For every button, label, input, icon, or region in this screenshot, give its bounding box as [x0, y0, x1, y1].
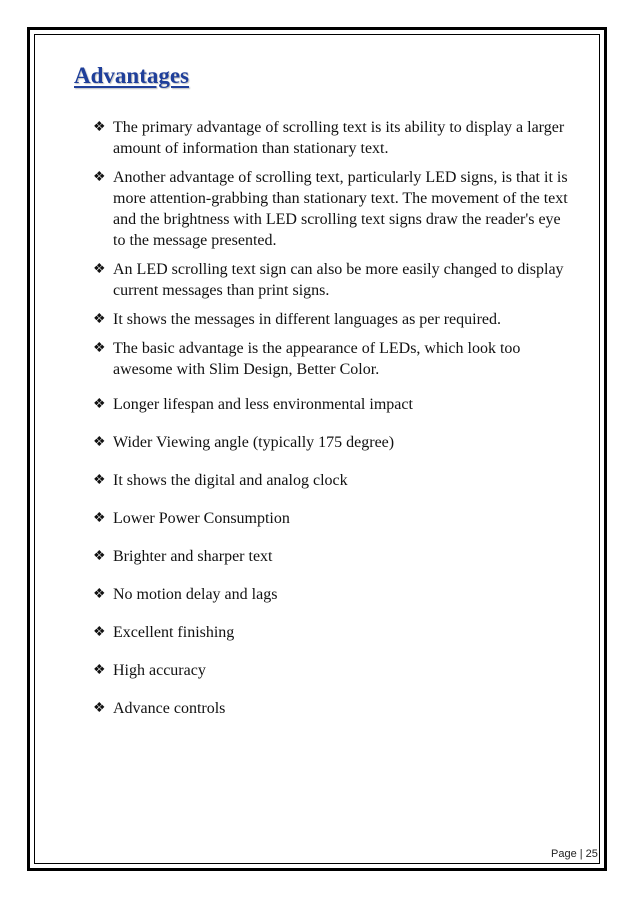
list-item	[93, 338, 568, 380]
list-item	[93, 546, 568, 567]
diamond-bullet-icon: ❖	[93, 511, 106, 526]
diamond-bullet-icon: ❖	[93, 312, 106, 327]
list-item	[93, 259, 568, 301]
list-item-text: An LED scrolling text sign can also be more easily changed to display current messages than print signs.	[113, 261, 564, 299]
diamond-bullet-icon: ❖	[93, 341, 106, 356]
diamond-bullet-icon: ❖	[93, 549, 106, 564]
list-item-text: It shows the messages in different languages as per required.	[113, 311, 502, 328]
list-item-text: Another advantage of scrolling text, particularly LED signs, is that it is more attention-grabbing than stationary text. The movement of the text and the brightness with LED scrolling text signs draw the reader's eye to the message presented.	[113, 169, 568, 249]
list-item	[93, 394, 568, 415]
list-item	[93, 470, 568, 491]
list-item	[93, 622, 568, 643]
list-item	[93, 117, 568, 159]
list-item	[93, 698, 568, 719]
diamond-bullet-icon: ❖	[93, 625, 106, 640]
diamond-bullet-icon: ❖	[93, 435, 106, 450]
list-item	[93, 508, 568, 529]
list-item-text: Lower Power Consumption	[113, 510, 290, 527]
list-item	[93, 432, 568, 453]
page-number: Page | 25	[551, 848, 598, 860]
diamond-bullet-icon: ❖	[93, 170, 106, 185]
advantages-list	[93, 117, 568, 719]
list-item-text: High accuracy	[113, 662, 206, 679]
list-item-text: The basic advantage is the appearance of LEDs, which look too awesome with Slim Design, Better Color.	[113, 340, 521, 378]
list-item-text: Longer lifespan and less environmental impact	[113, 396, 413, 413]
diamond-bullet-icon: ❖	[93, 663, 106, 678]
list-item-text: Excellent finishing	[113, 624, 235, 641]
list-item-text: Wider Viewing angle (typically 175 degree)	[113, 434, 395, 451]
list-item-text: The primary advantage of scrolling text is its ability to display a larger amount of information than stationary text.	[113, 119, 565, 157]
list-item-text: Brighter and sharper text	[113, 548, 273, 565]
list-item-text: It shows the digital and analog clock	[113, 472, 348, 489]
list-item	[93, 309, 568, 330]
section-heading: Advantages	[74, 63, 190, 88]
list-item-text: Advance controls	[113, 700, 226, 717]
list-item	[93, 660, 568, 681]
diamond-bullet-icon: ❖	[93, 120, 106, 135]
list-item	[93, 584, 568, 605]
list-item-text: No motion delay and lags	[113, 586, 278, 603]
diamond-bullet-icon: ❖	[93, 587, 106, 602]
diamond-bullet-icon: ❖	[93, 262, 106, 277]
diamond-bullet-icon: ❖	[93, 701, 106, 716]
diamond-bullet-icon: ❖	[93, 397, 106, 412]
list-item	[93, 167, 568, 251]
diamond-bullet-icon: ❖	[93, 473, 106, 488]
